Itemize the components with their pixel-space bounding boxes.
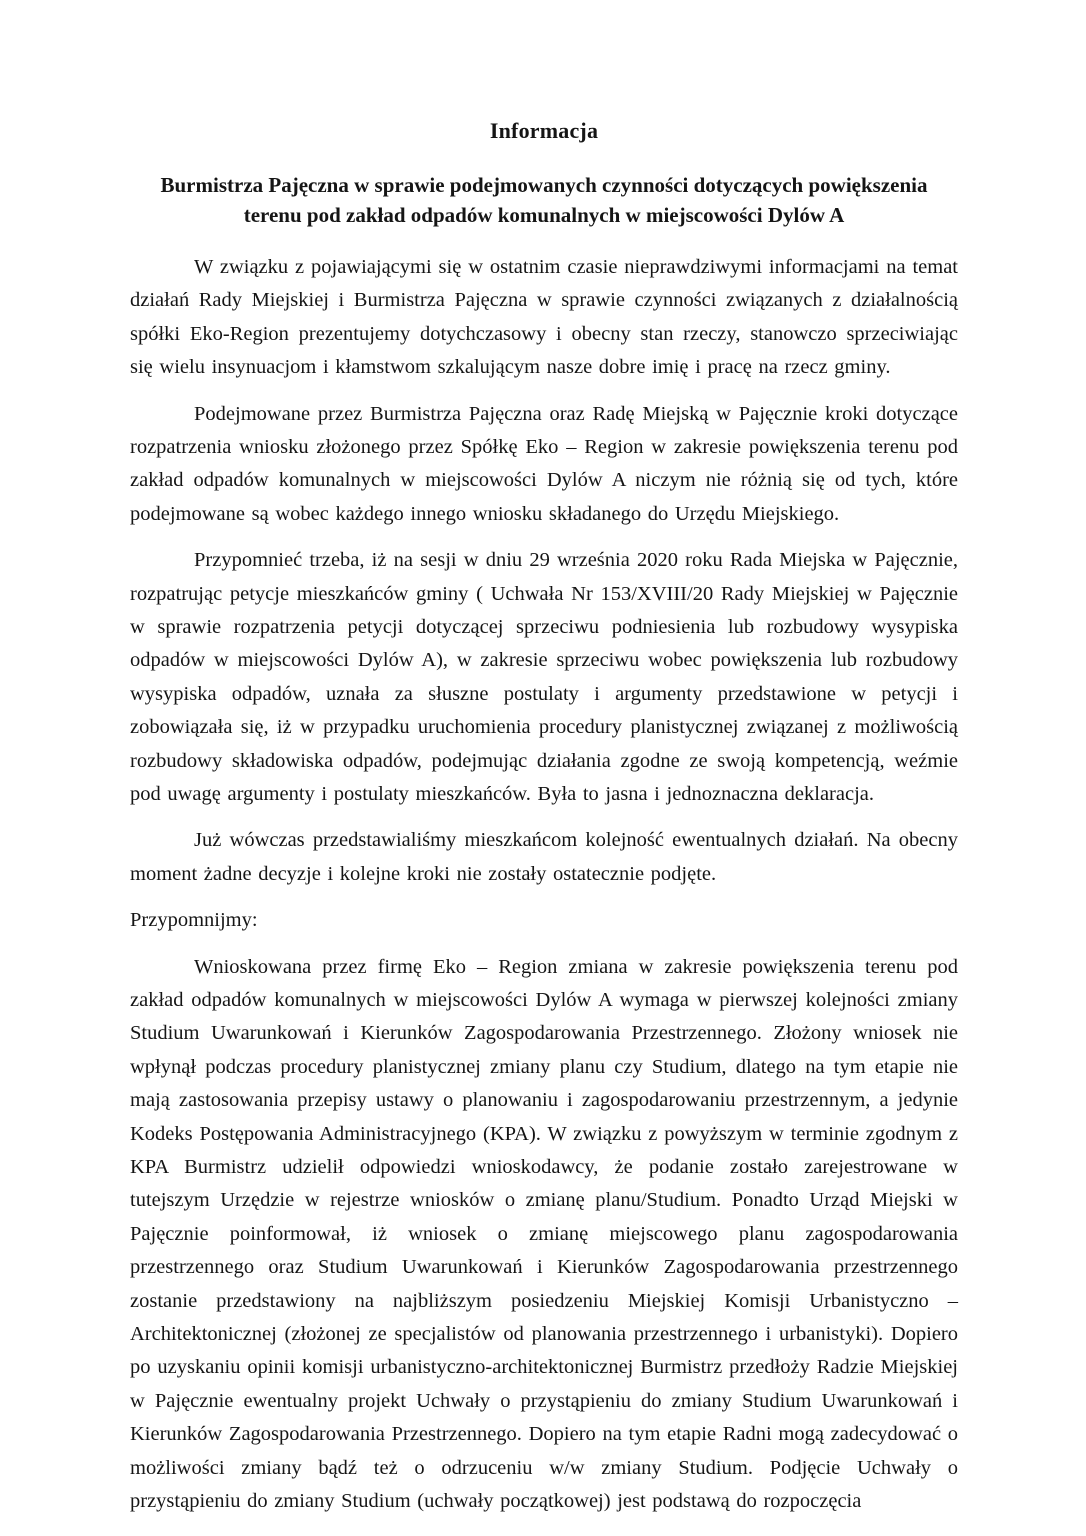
paragraph-przypomnijmy-label: Przypomnijmy: bbox=[130, 909, 258, 932]
document-body bbox=[130, 251, 958, 1519]
paragraph-przypomniec: Przypomnieć trzeba, iż na sesji w dniu 29 września 2020 roku Rada Miejska w Pajęcznie, rozpatrując petycje mieszkańców gminy ( Uchwała Nr 153/XVIII/20 Rady Miejskiej w Pajęcznie w sprawie rozpatrzenia petycji dotyczącej sprzeciwu podniesienia lub rozbudowy wysypiska odpadów w miejscowości Dylów A), w zakresie sprzeciwu wobec powiększenia lub rozbudowy wysypiska odpadów, uznała za słuszne postulaty i argumenty przedstawione w petycji i zobowiązała się, iż w przypadku uruchomienia procedury planistycznej związanej z możliwością rozbudowy składowiska odpadów, podejmując działania zgodne ze swoją kompetencją, weźmie pod uwagę argumenty i postulaty mieszkańców. Była to jasna i jednoznaczna deklaracja. bbox=[130, 549, 958, 805]
paragraph-juz-wowczas: Już wówczas przedstawialiśmy mieszkańcom kolejność ewentualnych działań. Na obecny moment żadne decyzje i kolejne kroki nie zostały ostatecznie podjęte. bbox=[130, 829, 958, 885]
paragraph-wnioskowana: Wnioskowana przez firmę Eko – Region zmiana w zakresie powiększenia terenu pod zakład odpadów komunalnych w miejscowości Dylów A wymaga w pierwszej kolejności zmiany Studium Uwarunkowań i Kierunków Zagospodarowania Przestrzennego. Złożony wniosek nie wpłynął podczas procedury planistycznej zmiany planu czy Studium, dlatego na tym etapie nie mają zastosowania przepisy ustawy o planowaniu i zagospodarowaniu przestrzennym, a jedynie Kodeks Postępowania Administracyjnego (KPA). W związku z powyższym w terminie zgodnym z KPA Burmistrz udzielił odpowiedzi wnioskodawcy, że podanie zostało zarejestrowane w tutejszym Urzędzie w rejestrze wniosków o zmianę planu/Studium. Ponadto Urząd Miejski w Pajęcznie poinformował, iż wniosek o zmianę miejscowego planu zagospodarowania przestrzennego oraz Studium Uwarunkowań i Kierunków Zagospodarowania przestrzennego zostanie przedstawiony na najbliższym posiedzeniu Miejskiej Komisji Urbanistyczno – Architektonicznej (złożonej ze specjalistów od planowania przestrzennego i urbanistyki). Dopiero po uzyskaniu opinii komisji urbanistyczno-architektonicznej Burmistrz przedłoży Radzie Miejskiej w Pajęcznie ewentualny projekt Uchwały o przystąpieniu do zmiany Studium Uwarunkowań i Kierunków Zagospodarowania Przestrzennego. Dopiero na tym etapie Radni mogą zadecydować o możliwości zmiany bądź też o odrzuceniu w/w zmiany Studium. Podjęcie Uchwały o przystąpieniu do zmiany Studium (uchwały początkowej) jest podstawą do rozpoczęcia bbox=[130, 955, 958, 1513]
paragraph-podejmowane: Podejmowane przez Burmistrza Pajęczna oraz Radę Miejską w Pajęcznie kroki dotyczące rozpatrzenia wniosku złożonego przez Spółkę Eko – Region w zakresie powiększenia terenu pod zakład odpadów komunalnych w miejscowości Dylów A niczym nie różnią się od tych, które podejmowane są wobec każdego innego wniosku składanego do Urzędu Miejskiego. bbox=[130, 402, 958, 525]
paragraph-intro: W związku z pojawiającymi się w ostatnim czasie nieprawdziwymi informacjami na temat działań Rady Miejskiej i Burmistrza Pajęczna w sprawie czynności związanych z działalnością spółki Eko-Region prezentujemy dotychczasowy i obecny stan rzeczy, stanowczo sprzeciwiając się wielu insynuacjom i kłamstwom szkalującym nasze dobre imię i pracę na rzecz gminy. bbox=[130, 255, 958, 379]
document-subtitle: Burmistrza Pajęczna w sprawie podejmowanych czynności dotyczących powiększenia terenu pod zakład odpadów komunalnych w miejscowości Dylów A bbox=[160, 173, 928, 228]
document-title: Informacja bbox=[489, 118, 599, 143]
